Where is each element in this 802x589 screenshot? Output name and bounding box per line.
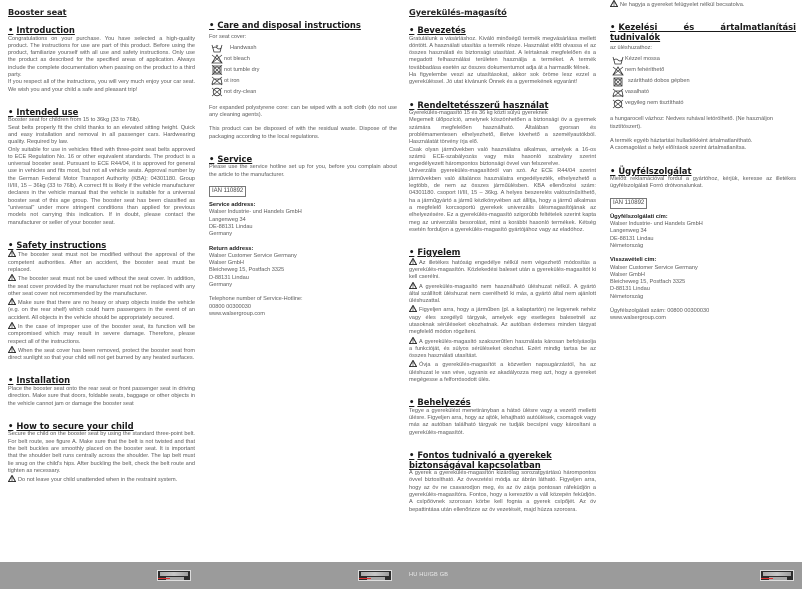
bevezetes-paragraph: Gratulálunk a vásárláshoz. Kiváló minőségű termék megvásárlása mellett döntött. A használati utasítás a termék része. Használat előtt olvassa el az összes használati és biztonsági utasítást. A leírtaknak megfelelően és a megadott felhasználási területen használja a terméket. A termék továbbadása esetén az összes dokumentumot adja át a harmadik félnek. (409, 35, 596, 71)
hungarian-column-1 (409, 0, 596, 514)
behelyezes-paragraph: Tegye a gyerekülést menetirányban a hátsó ülésre vagy a vezető melletti ülésre. Figyeljen arra, hogy az ajtók, lehajtható autóülések, csomagok vagy más az autóban található tárgyak ne tudják becsípni vagy károsítani a gyerekülés-magasítót. (409, 407, 596, 436)
section-heading-safety: • Safety instructions (8, 239, 107, 250)
warning-icon (409, 360, 417, 367)
return-address-line: Walser Customer Service Germany (209, 252, 297, 259)
figyelem-item: A gyerekülés-magasító szakszerűtlen használata károsan befolyásolja a funkcióját, és súlyos sérüléseket okozhat. Ezért mindig tartsa be az összes használati utasítást. (409, 338, 596, 360)
handwash-icon (211, 43, 223, 53)
section-heading-bevezetes: • Bevezetés (409, 25, 466, 35)
care-symbol-no-tumble-dry: not tumble dry (211, 65, 397, 76)
section-heading-introduction: • Introduction (8, 25, 75, 35)
return-address-line: D-88131 Lindau (209, 274, 249, 281)
warning-icon (610, 0, 618, 7)
brand-logo (358, 570, 392, 581)
safety-item: In the case of improper use of the booster seat, its function will be compromised which may result in severe damage. Therefore, please respect all of the instructions. (8, 324, 195, 345)
brand-logo (157, 570, 191, 581)
return-address-label: Return address: (209, 245, 254, 252)
section-heading-rendeltetes: • Rendeltetésszerű használat (409, 99, 549, 110)
section-heading-figyelem: • Figyelem (409, 247, 461, 258)
section-heading-installation: • Installation (8, 375, 71, 386)
rendeltetes-paragraph: Univerzális gyerekülés-magasítóról van szó. Az ECE R44/04 szerint járművekben való általános használatra engedélyezték, elhelyezhető a legtöbb, de nem az összes járműülésben. KBA ellenőrzési szám: 04301180. csoport II/III, 15 – 36kg. A helyes beszerelés valószínűsíthető, ha a járműgyártó a jármű kézikönyvében azt állítja, hogy a jármű alkalmas a megfelelő korcsoportú gyerekek univerzális ülésmagasítójának az elhelyezésére. Ez a gyerekülés-magasító szigorúbb feltételek szerint kapta meg az univerzális besorolást, mint a korábbi hasonló termékek. Kétség esetén forduljon a gyerekülés-magasító gyártójához vagy az eladóhoz. (409, 168, 596, 233)
figyelem-item: A gyerekülés-magasító nem használható üléshuzat nélkül. A gyártó által szállított üléshuzat nem cserélhető ki más, a gyártó által nem ajánlott üléshuzattal. (409, 283, 596, 305)
return-address-line: Walser GmbH (209, 260, 244, 267)
no-bleach-icon (211, 54, 223, 64)
warning-icon (409, 305, 417, 312)
warning-icon (8, 250, 16, 257)
warning-icon (409, 258, 417, 265)
ian-number-box-hu: IAN 110892 (610, 198, 647, 209)
care-symbol-handwash-hu: Kézzel mossa (612, 54, 796, 65)
care-symbol-no-iron: ot iron (211, 76, 397, 87)
intended-use-paragraph: Seat belts properly fit the child thanks to an elevated sitting height. Quick and easy installation and removal in all passenger cars. Hardwearing quality. Required by law. (8, 124, 195, 146)
care-symbol-no-bleach-hu: nem fehéríthető (612, 65, 796, 76)
rendeltetes-paragraph: Csak olyan járművekben való használatra alkalmas, amelyek a 16-os számú ECE-szabályozás vagy más hasonló szabvány szerint engedélyezett hárompontos biztonsági övvel van felszerelve. (409, 146, 596, 168)
return-address-line: Walser GmbH (610, 271, 645, 278)
section-heading-fontos: • Fontos tudnivaló a gyerekek biztonságával kapcsolatban (409, 450, 552, 470)
rendeltetes-paragraph: Megemelt ülőpozíció, amelynek köszönhetően a biztonsági öv a gyermek számára megfelelően használható. Általában gyorsan és problémamentesen elhelyezhető, illetve kivehető a személyautókból. Használatát törvény írja elő. (409, 117, 596, 146)
return-address-line: Walser Customer Service Germany (610, 264, 698, 271)
installation-paragraph: Place the booster seat onto the rear seat or front passenger seat in driving direction. Make sure that doors, foldable seats, baggage or other objects in the vehicle cannot jam or damage the booster seat (8, 385, 195, 407)
language-code: HU HU/GB GB (409, 572, 449, 578)
introduction-paragraph: Congratulations on your purchase. You have selected a high-quality product. The instructions for use are part of this product. Before using the product, familiarize yourself with all use and safety instructions. Only use the product as described for the specified areas of application. Always include the complete documentation when passing on the product to a third party. (8, 35, 195, 78)
safety-item: Make sure that there are no heavy or sharp objects inside the vehicle (e.g. on the rear shelf) which could harm passengers in the event of an accident. All objects in the vehicle should be appropriately secured. (8, 300, 195, 321)
care-paragraph: For expanded polystyrene core: can be wiped with a soft cloth (do not use any cleaning agents). (209, 104, 397, 119)
secure-child-warning: Do not leave your child unattended when in the restraint system. (8, 475, 195, 484)
no-dry-clean-icon (612, 99, 624, 109)
no-iron-icon (211, 76, 223, 86)
service-address-line: DE-88131 Lindau (209, 223, 253, 230)
figyelem-item: Figyeljen arra, hogy a járműben (pl. a kalaptartón) ne legyenek nehéz vagy éles szegélyű tárgyak, amelyek egy esetleges balesetnél az utasoknak sérüléseket okozhatnak. Az autóban érdemes minden tárgyat megfelelő módon rögzíteni. (409, 307, 596, 336)
disposal-paragraph: This product can be disposed of with the residual waste. Dispose of the packaging according to the local regulations. (209, 126, 397, 140)
service-address-line: Germany (209, 231, 233, 238)
section-heading-kezelesi: • Kezelési és ártalmatlanítási tudnivalók (610, 22, 796, 42)
fontos-warning: Ne hagyja a gyereket felügyelet nélkül becsatolva. (610, 0, 796, 9)
website-link-hu[interactable]: www.walsergroup.com (610, 315, 666, 322)
service-address-line: Walser Industrie- und Handels GmbH (610, 221, 703, 228)
tumble-dry-icon (612, 77, 624, 87)
document-title-hu: Gyerekülés-magasító (409, 7, 507, 17)
service-address-label-hu: Ügyfélszolgálati cím: (610, 213, 668, 220)
document-title: Booster seat (8, 7, 67, 17)
safety-item: The booster seat must not be used without the seat cover. In addition, the seat cover provided by the manufacturer must not be replaced with any other seat cover not recommended by the manufacturer. (8, 276, 195, 297)
english-column-1 (8, 0, 195, 484)
section-heading-secure-child: • How to secure your child (8, 420, 134, 431)
service-paragraph: Please use the service hotline set up for you, before you complain about the article to the manufacturer. (209, 164, 397, 178)
service-address-line: Németország (610, 242, 644, 249)
footer-bar (0, 562, 802, 589)
handwash-icon (612, 55, 624, 65)
section-heading-intended-use: • Intended use (8, 106, 79, 117)
phone-number: 00800 00300030 (209, 303, 251, 310)
care-intro: For seat cover: (209, 33, 247, 40)
section-heading-care: • Care and disposal instructions (209, 20, 361, 30)
kezelesi-intro: az üléshuzathoz: (610, 45, 652, 52)
warning-icon (8, 298, 16, 305)
no-iron-icon (612, 88, 624, 98)
service-address-label: Service address: (209, 202, 256, 209)
warning-icon (8, 475, 16, 482)
service-address-line: Langenweg 34 (209, 216, 246, 223)
return-address-line: Germany (209, 282, 233, 289)
rendeltetes-paragraph: Gyerekülés-magasító 15 és 36 kg közti súlyú gyereknek (409, 110, 548, 117)
warning-icon (8, 274, 16, 281)
ugyfel-paragraph: Mielőtt reklamációval fordul a gyártóhoz, kérjük, keresse az illetékes ügyfélszolgálati Forró drótvonalunkat. (610, 176, 796, 190)
phone-number-hu: Ügyfélszolgálati szám: 00800 00300030 (610, 308, 710, 315)
safety-item: The booster seat must not be modified without the approval of the competent authorities. After an accident, the booster seat must be replaced. (8, 252, 195, 273)
warning-icon (409, 282, 417, 289)
hungarian-column-2 (610, 0, 796, 323)
care-symbol-handwash: Handwash (211, 43, 397, 54)
return-address-line: Bleicheweg 15, Postfach 3325 (209, 267, 285, 274)
secure-child-paragraph: Secure the child on the booster seat by using the standard three-point belt. For belt route, see figure A. Make sure that the belt is not twisted and that the belt buckles are smoothly placed on the booster seat. It is important that the shoulder belt runs centrally across the shoulder. The lap belt must lie snug on the child's hips. After buckling the belt, check the belt route and tighten as necessary. (8, 431, 195, 474)
service-address-line: DE-88131 Lindau (610, 235, 654, 242)
return-address-line: Németország (610, 293, 644, 300)
no-dry-clean-icon (211, 87, 223, 97)
service-address-line: Walser Industrie- und Handels GmbH (209, 209, 302, 216)
safety-item: When the seat cover has been removed, protect the booster seat from direct sunlight so that your child will not get burned by any heated surfaces. (8, 347, 195, 362)
return-address-label-hu: Visszavételi cím: (610, 257, 657, 264)
intended-use-paragraph: Booster seat for children from 15 to 36kg (33 to 76lb). (8, 117, 141, 124)
no-bleach-icon (612, 66, 624, 76)
phone-label: Telephone number of Service-Hotline: (209, 296, 303, 303)
ian-number-box: IAN 110892 (209, 186, 246, 197)
website-link[interactable]: www.walsergroup.com (209, 310, 265, 317)
warning-icon (8, 346, 16, 353)
intended-use-paragraph: Only suitable for use in vehicles fitted with three-point seat belts approved to ECE Regulation No. 16 or other equivalent standards. The product is a universal booster seat. Pursuant to ECE R44/04, it is approved for general use in vehicles and fits most, but not all vehicle seats. Approval number by the German Federal Motor Transport Authority (KBA): 04301180. Group II/III, 15 – 36kg (33 to 76lb). A correct fit is likely if the vehicle manufacturer declares in the vehicle manual that the vehicle is suitable for a universal booster seat of this age group. The booster seat has been classified as "universal" under more stringent conditions than applied for previous models not carrying this indication. If in doubt, please contact the manufacturer or seller of your booster seat. (8, 146, 195, 226)
return-address-line: Bleicheweg 15, Postfach 3325 (610, 279, 686, 286)
service-address-line: Langenweg 34 (610, 228, 647, 235)
section-heading-service: • Service (209, 153, 253, 164)
kezelesi-paragraph: A termék egyéb háztartási hulladékként ártalmatlanítható. (610, 138, 753, 145)
introduction-paragraph: If you respect all of the instructions, you will very much enjoy your car seat. We wish you and your child a safe and pleasant trip! (8, 79, 195, 93)
brand-logo (760, 570, 794, 581)
care-symbol-no-dry-clean-hu: vegyileg nem tisztítható (612, 98, 796, 109)
care-symbol-no-bleach: not bleach (211, 54, 397, 65)
english-column-2 (209, 0, 397, 318)
warning-icon (409, 337, 417, 344)
no-tumble-dry-icon (211, 65, 223, 75)
bevezetes-paragraph: Ha figyelembe veszi az utasításokat, akkor sok öröme lesz ezzel a gyereküléssel. Jó utat kívánunk Önnek és a gyermekének egyaránt! (409, 71, 596, 86)
care-symbol-no-dry-clean: not dry-clean (211, 87, 397, 98)
kezelesi-paragraph: A csomagolást a helyi előírások szerint ártalmatlanítsa. (610, 145, 747, 152)
kezelesi-paragraph: a hungarocell vázhoz: Nedves ruhával letörölhető. (Ne használjon tisztítószert). (610, 116, 773, 130)
section-heading-ugyfel: • Ügyfélszolgálat (610, 165, 692, 176)
return-address-line: D-88131 Lindau (610, 286, 650, 293)
fontos-paragraph: A gyerek a gyerekülés-magasítón kizárólag sorozatgyártású hárompontos övvel biztosítható. Az övvezetési módja az ábrán látható. Figyeljen arra, hogy az öv ne csavarodjon meg, és az öv zárja pontosan ráfeküdjön a gyerekülés-magasítóra. Fontos, hogy a keresztöv a váll közepén feküdjön. A csípőövnek szorosan körbe kell fognia a gyerek csípőjét. Az öv bepattintása után ellenőrizze az öv vezetését, majd húzza szorosra. (409, 470, 596, 513)
figyelem-item: Az illetékes hatóság engedélye nélkül nem végezhető módosítás a gyerekülés-magasítón. Közlekedési baleset után a gyerekülés-magasítót ki kell cserélni. (409, 259, 596, 281)
section-heading-behelyezes: • Behelyezés (409, 397, 471, 408)
figyelem-item: Óvja a gyerekülés-magasítót a közvetlen napsugárzástól, ha az üléshuzat le van véve, ugyanis ez akadályozza meg azt, hogy a gyereket megégesse a felforrósodott ülés. (409, 362, 596, 384)
care-symbol-iron-hu: vasalható (612, 87, 796, 98)
care-symbol-tumble-dry-hu: szárítható dobos gépben (612, 76, 796, 87)
warning-icon (8, 322, 16, 329)
